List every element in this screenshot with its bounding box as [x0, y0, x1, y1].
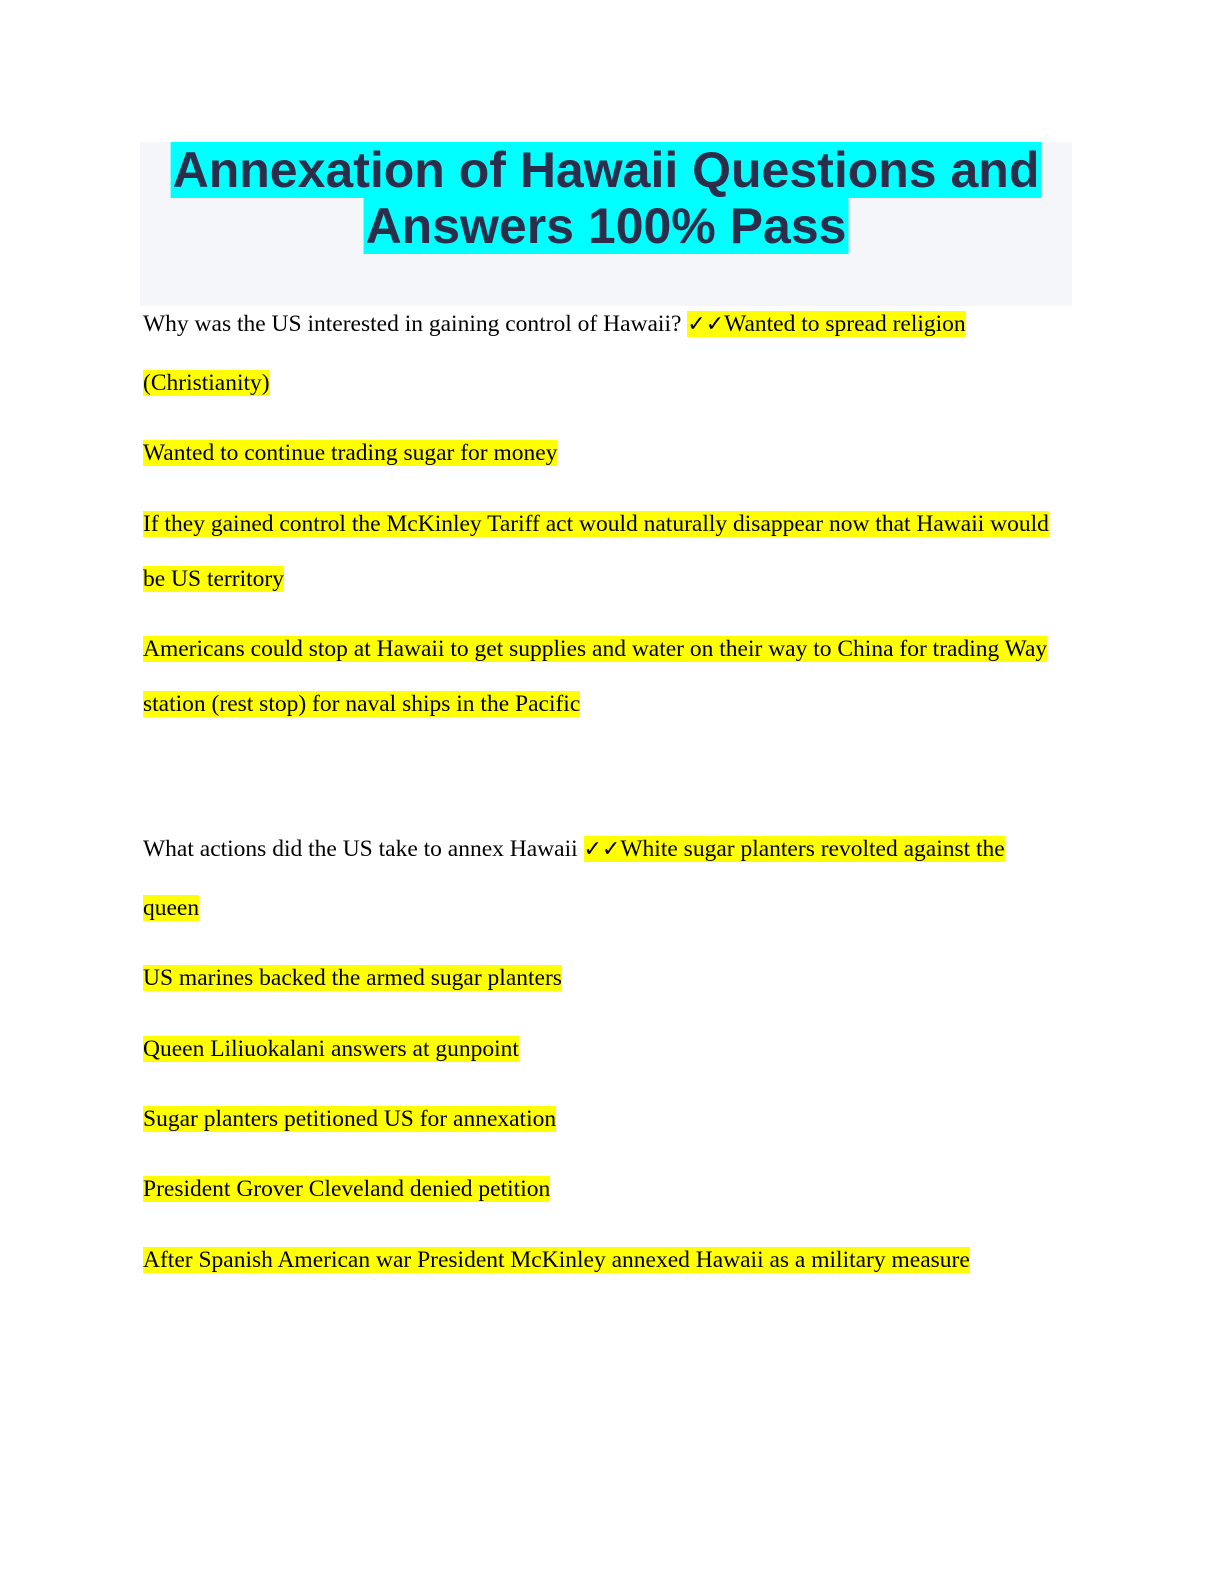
answer-line	[143, 564, 284, 594]
double-check-icon: ✓✓	[687, 312, 725, 337]
question-1-answer-start	[687, 311, 965, 337]
answer-line	[143, 963, 562, 993]
answer-text: Americans could stop at Hawaii to get supplies and water on their way to China for trading Way	[143, 636, 1048, 662]
answer-text: be US territory	[143, 566, 284, 592]
title-banner	[140, 142, 1072, 306]
answer-line	[143, 368, 270, 398]
answer-line	[143, 1034, 519, 1064]
answer-text: Wanted to continue trading sugar for money	[143, 440, 558, 466]
answer-line	[143, 689, 580, 719]
answer-text: Queen Liliuokalani answers at gunpoint	[143, 1036, 519, 1062]
answer-text: White sugar planters revolted against the	[620, 836, 1005, 862]
answer-line	[143, 1245, 970, 1275]
answer-text: Sugar planters petitioned US for annexation	[143, 1106, 557, 1132]
answer-line	[143, 438, 557, 468]
question-2-answer-start	[584, 836, 1005, 862]
question-1	[143, 309, 966, 340]
double-check-icon: ✓✓	[583, 837, 621, 862]
answer-text: After Spanish American war President McKinley annexed Hawaii as a military measure	[143, 1247, 970, 1273]
answer-text: US marines backed the armed sugar planters	[143, 965, 562, 991]
page-title-line-1: Annexation of Hawaii Questions and	[172, 142, 1040, 198]
answer-text: Wanted to spread religion	[724, 311, 966, 337]
answer-line	[143, 634, 1047, 664]
answer-text: President Grover Cleveland denied petition	[143, 1176, 551, 1202]
question-2	[143, 834, 1005, 865]
answer-line	[143, 1174, 550, 1204]
answer-line	[143, 509, 1049, 539]
answer-text: station (rest stop) for naval ships in the Pacific	[143, 691, 581, 717]
answer-line	[143, 893, 199, 923]
answer-text: (Christianity)	[143, 370, 270, 396]
question-1-text: Why was the US interested in gaining control of Hawaii?	[143, 311, 688, 337]
answer-line	[143, 1104, 556, 1134]
answer-text: If they gained control the McKinley Tariff act would naturally disappear now that Hawaii would	[143, 511, 1049, 537]
question-2-text: What actions did the US take to annex Hawaii	[143, 836, 584, 862]
page-title-line-2: Answers 100% Pass	[365, 198, 847, 254]
answer-text: queen	[143, 895, 200, 921]
